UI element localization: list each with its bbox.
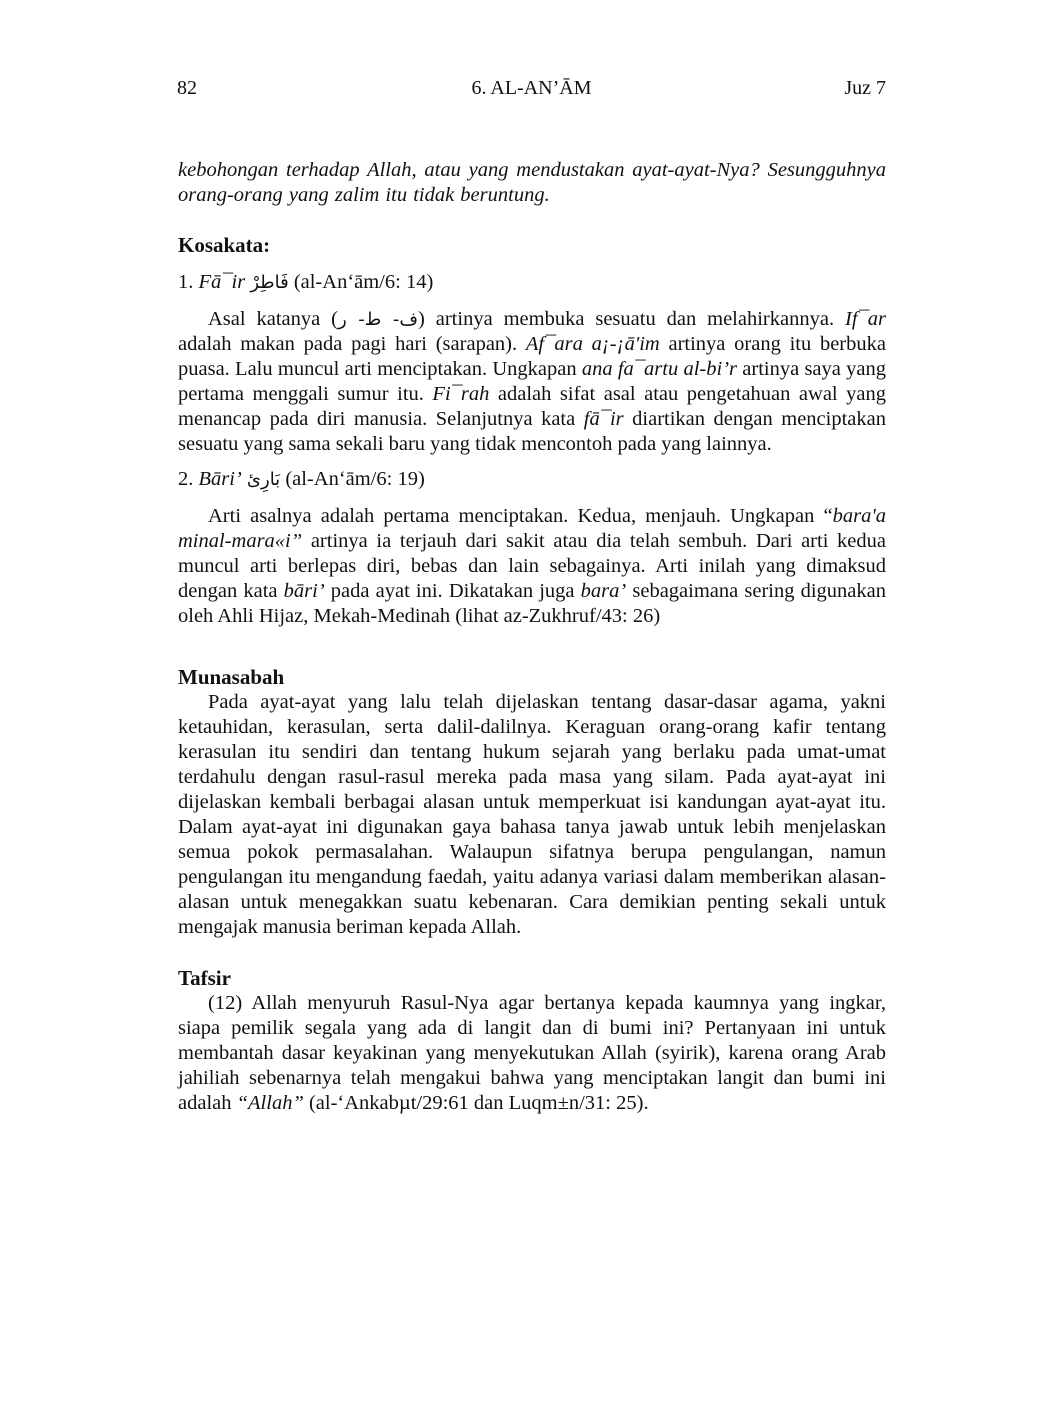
verse-translation-continuation: kebohongan terhadap Allah, atau yang mendustakan ayat-ayat-Nya? Sesungguhnya orang-orang yang zalim itu tidak beruntung. [178,159,886,206]
running-header-chapter: 6. AL-AN’ĀM [471,77,592,99]
page-number: 82 [177,77,197,99]
vocab-entry-1-reference: (al-An‘ām/6: 14) [293,271,434,293]
vocab-entry-1-arabic: فَاطِرْ [250,272,289,293]
arabic-root-letters: ف- ط- ر [337,309,419,330]
vocab-entry-1-number: 1. [178,271,194,293]
running-header-juz: Juz 7 [844,77,886,99]
page-body [178,158,886,1116]
vocab-entry-2-term: Bāri’ [198,468,242,490]
tafsir-paragraph: (12) Allah menyuruh Rasul-Nya agar bertanya kepada kaumnya yang ingkar, siapa pemilik segala yang ada di langit dan di bumi ini? Pertanyaan ini untuk membantah dasar keyakinan yang menyekutukan Allah (syirik), karena orang Arab jahiliah sebenarnya telah mengakui bahwa yang menciptakan langit dan bumi ini adalah “Allah” (al-‘Ankabµt/29:61 dan Luqm±n/31: 25). [178,992,886,1114]
vocab-entry-2-explanation: Arti asalnya adalah pertama menciptakan. Kedua, menjauh. Ungkapan “bara'a minal-mara«i” artinya ia terjauh dari sakit atau dia telah sembuh. Dari arti kedua muncul arti berlepas diri, bebas dan lain sebagainya. Arti inilah yang dimaksud dengan kata bāri’ pada ayat ini. Dikatakan juga bara’ sebagaimana sering digunakan oleh Ahli Hijaz, Mekah-Medinah (lihat az-Zukhruf/43: 26) [178,505,887,627]
vocab-entry-1-explanation: Asal katanya (ف- ط- ر) artinya membuka sesuatu dan melahirkannya. If¯ar adalah makan pada pagi hari (sarapan). Af¯ara a¡-¡ā'im artinya orang itu berbuka puasa. Lalu muncul arti menciptakan. Ungkapan ana fa¯artu al-bi’r artinya saya yang pertama menggali sumur itu. Fi¯rah adalah sifat asal atau pengetahuan awal yang menancap pada diri manusia. Selanjutnya kata fā¯ir diartikan dengan menciptakan sesuatu yang sama sekali baru yang tidak mencontoh pada yang lainnya. [178,308,886,455]
tafsir-heading: Tafsir [178,966,231,990]
vocab-entry-2-number: 2. [178,468,194,490]
vocab-entry-2-reference: (al-An‘ām/6: 19) [285,468,425,490]
munasabah-paragraph: Pada ayat-ayat yang lalu telah dijelaskan tentang dasar-dasar agama, yakni ketauhidan, kerasulan, serta dalil-dalilnya. Keraguan orang-orang kafir tentang kerasulan itu sendiri dan tentang hukum sejarah yang berlaku pada umat-umat terdahulu dengan rasul-rasul mereka pada masa yang silam. Pada ayat-ayat ini dijelaskan kembali berbagai alasan untuk memperkuat isi kandungan ayat-ayat itu. Dalam ayat-ayat ini digunakan gaya bahasa tanya jawab untuk lebih menjelaskan semua pokok permasalahan. Walaupun sifatnya berupa pengulangan, namun pengulangan itu mengandung faedah, yaitu adanya variasi dalam memberikan alasan-alasan untuk menegakkan suatu kebenaran. Cara demikian penting sekali untuk mengajak manusia beriman kepada Allah. [178,691,886,938]
vocab-entry-1-term: Fā¯ir [198,271,246,293]
munasabah-heading: Munasabah [178,665,285,689]
kosakata-heading: Kosakata: [178,233,271,257]
vocab-entry-2-arabic: بَارِئ [246,469,281,490]
vocab-entry-2-heading [178,467,886,492]
vocab-entry-1-heading [178,270,886,295]
